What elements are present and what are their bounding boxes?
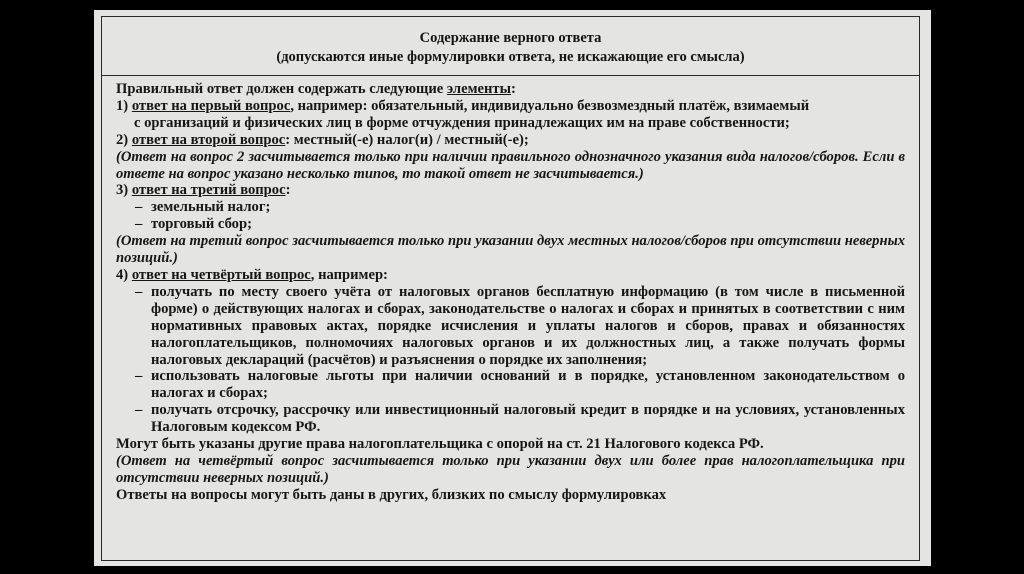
header-title: Содержание верного ответа [419,30,602,46]
q3-item: – земельный налог; [135,199,271,216]
q3-label: ответ на третий вопрос [131,182,286,199]
table-header [102,17,919,76]
q4-item: – использовать налоговые льготы при наличии оснований и в порядке, установленном законодательством о налогах и сборах; [135,368,905,402]
q3-line: 3) ответ на третий вопрос: [116,182,291,199]
q4-other-rights: Могут быть указаны другие права налогоплательщика с опорой на ст. 21 Налогового кодекса РФ. [116,436,764,453]
q2-line: 2) ответ на второй вопрос: местный(-е) налог(и) / местный(-е); [116,131,529,148]
q4-line: 4) ответ на четвёртый вопрос, например: [116,266,388,283]
q1-label: ответ на первый вопрос [131,97,291,114]
q3-item: – торговый сбор; [135,216,252,233]
q2-label: ответ на второй вопрос [131,131,286,148]
intro-line: Правильный ответ должен содержать следующие элементы: [116,81,516,97]
answer-content [116,81,905,504]
q4-item: – получать отсрочку, рассрочку или инвестиционный налоговый кредит в порядке и на условиях, установленных Налоговым кодексом РФ. [135,402,905,436]
q1-line: 1) ответ на первый вопрос, например: обязательный, индивидуально безвозмездный платёж, взимаемый [116,97,810,114]
q4-note: (Ответ на четвёртый вопрос засчитывается только при указании двух или более прав налогоплательщика при отсутствии неверных позиций.) [116,452,905,486]
q2-note: (Ответ на вопрос 2 засчитывается только при наличии правильного однозначного указания вида налогов/сборов. Если в ответе на вопрос указано несколько типов, то такой ответ не засчитывается.) [116,148,905,182]
intro-elements-word: элементы [446,81,511,97]
q4-label: ответ на четвёртый вопрос [131,266,311,283]
header-subtitle: (допускаются иные формулировки ответа, не искажающие его смысла) [276,49,745,65]
q1-continuation: с организаций и физических лиц в форме отчуждения принадлежащих им на праве собственности; [134,114,790,131]
q4-item: – получать по месту своего учёта от налоговых органов бесплатную информацию (в том числе в письменной форме) о действующих налогах и сборах, законодательстве о налогах и сборах и принятых в соответствии с ним нормативных правовых актах, порядке исчисления и уплаты налогов и сборов, правах и обязанностях налогоплательщиков, полномочиях налоговых органов и их должностных лиц, а также получать формы налоговых деклараций (расчётов) и разъяснения о порядке их заполнения; [135,283,905,368]
q3-note: (Ответ на третий вопрос засчитывается только при указании двух местных налогов/сборов при отсутствии неверных позиций.) [116,233,905,267]
answer-key-table [101,16,920,561]
footer-note: Ответы на вопросы могут быть даны в других, близких по смыслу формулировках [116,486,667,503]
answer-key-page [94,10,931,566]
